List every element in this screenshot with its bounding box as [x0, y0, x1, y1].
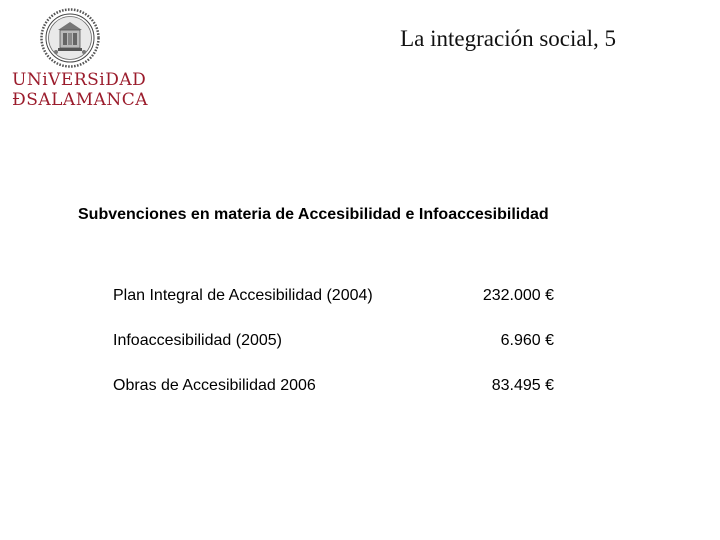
section-heading: Subvenciones en materia de Accesibilidad e Infoaccesibilidad [78, 206, 549, 223]
row-amount: 6.960 € [500, 332, 554, 349]
wordmark-line-2: ÐSALAMANCA [12, 90, 149, 110]
wordmark-line-1: UNiVERSiDAD [12, 70, 147, 90]
row-label: Obras de Accesibilidad 2006 [113, 377, 316, 394]
table-row [113, 282, 554, 327]
row-label: Plan Integral de Accesibilidad (2004) [113, 287, 373, 304]
subsidies-table [113, 282, 554, 417]
row-amount: 232.000 € [482, 287, 554, 304]
row-amount: 83.495 € [491, 377, 554, 394]
table-row [113, 372, 554, 417]
row-label: Infoaccesibilidad (2005) [113, 332, 282, 349]
slide-title: La integración social, 5 [400, 26, 616, 51]
table-row [113, 327, 554, 372]
university-seal-icon [40, 8, 100, 68]
university-wordmark [12, 70, 149, 110]
